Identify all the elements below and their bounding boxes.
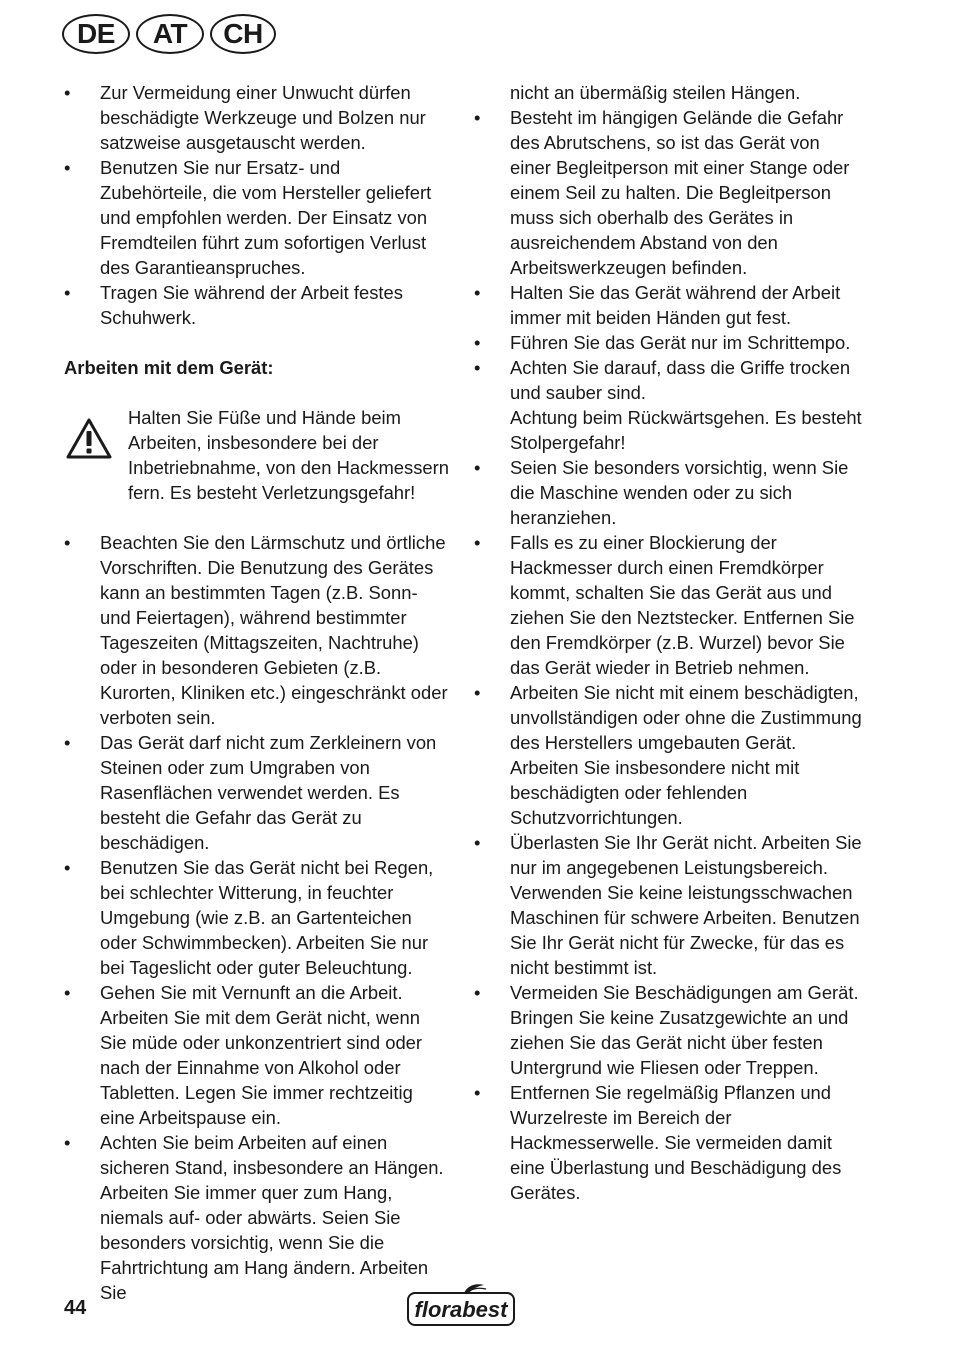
list-item: • Entfernen Sie regelmäßig Pflanzen und Wurzelreste im Bereich der Hackmesserwelle. Sie vermeiden damit eine Überlastung und Beschädigung des Gerätes.: [474, 1080, 864, 1205]
list-item: • Zur Vermeidung einer Unwucht dürfen beschädigte Werkzeuge und Bolzen nur satzweise ausgetauscht werden.: [64, 80, 449, 155]
list-item: • Besteht im hängigen Gelände die Gefahr des Abrutschens, so ist das Gerät von einer Begleitperson mit einer Stange oder einem Seil zu halten. Die Begleitperson muss sich oberhalb des Gerätes in ausreichendem Abstand von den Arbeitswerkzeugen befinden.: [474, 105, 864, 280]
list-item: • Beachten Sie den Lärmschutz und örtliche Vorschriften. Die Benutzung des Gerätes kann an bestimmten Tagen (z.B. Sonn- und Feiertagen), während bestimmter Tageszeiten (Mittagszeiten, Nachtruhe) oder in besonderen Gebieten (z.B. Kurorten, Kliniken etc.) eingeschränkt oder verboten sein.: [64, 530, 449, 730]
logo-wordmark: florabest: [414, 1297, 508, 1322]
safety-list-bottom: [64, 530, 449, 1305]
right-column: [474, 80, 864, 1205]
language-badge-ch: CH: [210, 14, 276, 54]
florabest-logo: [404, 1283, 518, 1329]
list-item: • Das Gerät darf nicht zum Zerkleinern von Steinen oder zum Umgraben von Rasenflächen verwendet werden. Es besteht die Gefahr das Gerät zu beschädigen.: [64, 730, 449, 855]
list-item: • Benutzen Sie das Gerät nicht bei Regen, bei schlechter Witterung, in feuchter Umgebung (wie z.B. an Gartenteichen oder Schwimmbecken). Arbeiten Sie nur bei Tageslicht oder guter Beleuchtung.: [64, 855, 449, 980]
list-item: • Arbeiten Sie nicht mit einem beschädigten, unvollständigen oder ohne die Zustimmung des Herstellers umgebauten Gerät. Arbeiten Sie insbesondere nicht mit beschädigten oder fehlenden Schutzvorrichtungen.: [474, 680, 864, 830]
warning-text: Halten Sie Füße und Hände beim Arbeiten, insbesondere bei der Inbetriebnahme, von den Hackmessern fern. Es besteht Verletzungsgefahr!: [128, 407, 449, 503]
continuation-text: [474, 80, 864, 105]
list-item: • Vermeiden Sie Beschädigungen am Gerät. Bringen Sie keine Zusatzgewichte an und ziehen Sie das Gerät nicht über festen Untergrund wie Fliesen oder Treppen.: [474, 980, 864, 1080]
list-item: • Führen Sie das Gerät nur im Schrittempo.: [474, 330, 864, 355]
section-heading: Arbeiten mit dem Gerät:: [64, 357, 274, 378]
safety-list-top: [64, 80, 449, 330]
list-item: • Tragen Sie während der Arbeit festes Schuhwerk.: [64, 280, 449, 330]
list-item-note: Achtung beim Rückwärtsgehen. Es besteht Stolpergefahr!: [510, 407, 862, 453]
continuation-text-content: nicht an übermäßig steilen Hängen.: [510, 82, 801, 103]
page-number: 44: [64, 1297, 87, 1319]
warning-triangle-icon: [66, 417, 112, 459]
list-item: • Überlasten Sie Ihr Gerät nicht. Arbeiten Sie nur im angegebenen Leistungsbereich. Verwenden Sie keine leistungsschwachen Maschinen für schwere Arbeiten. Benutzen Sie Ihr Gerät nicht für Zwecke, für das es nicht bestimmt ist.: [474, 830, 864, 980]
list-item: [474, 355, 864, 455]
list-item: • Benutzen Sie nur Ersatz- und Zubehörteile, die vom Hersteller geliefert und empfohlen werden. Der Einsatz von Fremdteilen führt zum sofortigen Verlust des Garantieanspruches.: [64, 155, 449, 280]
safety-list-right: [474, 80, 864, 1205]
language-badge-at: AT: [136, 14, 204, 54]
left-column: [64, 80, 449, 1305]
warning-notice: [64, 405, 449, 505]
list-item: • Gehen Sie mit Vernunft an die Arbeit. Arbeiten Sie mit dem Gerät nicht, wenn Sie müde oder unkonzentriert sind oder nach der Einnahme von Alkohol oder Tabletten. Legen Sie immer rechtzeitig eine Arbeitspause ein.: [64, 980, 449, 1130]
list-item: • Falls es zu einer Blockierung der Hackmesser durch einen Fremdkörper kommt, schalten Sie das Gerät aus und ziehen Sie den Neztstecker. Entfernen Sie den Fremdkörper (z.B. Wurzel) bevor Sie das Gerät wieder in Betrieb nehmen.: [474, 530, 864, 680]
list-item: • Achten Sie beim Arbeiten auf einen sicheren Stand, insbesondere an Hängen. Arbeiten Sie immer quer zum Hang, niemals auf- oder abwärts. Seien Sie besonders vorsichtig, wenn Sie die Fahrtrichtung am Hang ändern. Arbeiten Sie: [64, 1130, 449, 1305]
list-item-text: • Achten Sie darauf, dass die Griffe trocken und sauber sind.: [510, 357, 851, 403]
language-badge-de: DE: [62, 14, 130, 54]
list-item: • Halten Sie das Gerät während der Arbeit immer mit beiden Händen gut fest.: [474, 280, 864, 330]
list-item: • Seien Sie besonders vorsichtig, wenn Sie die Maschine wenden oder zu sich heranziehen.: [474, 455, 864, 530]
